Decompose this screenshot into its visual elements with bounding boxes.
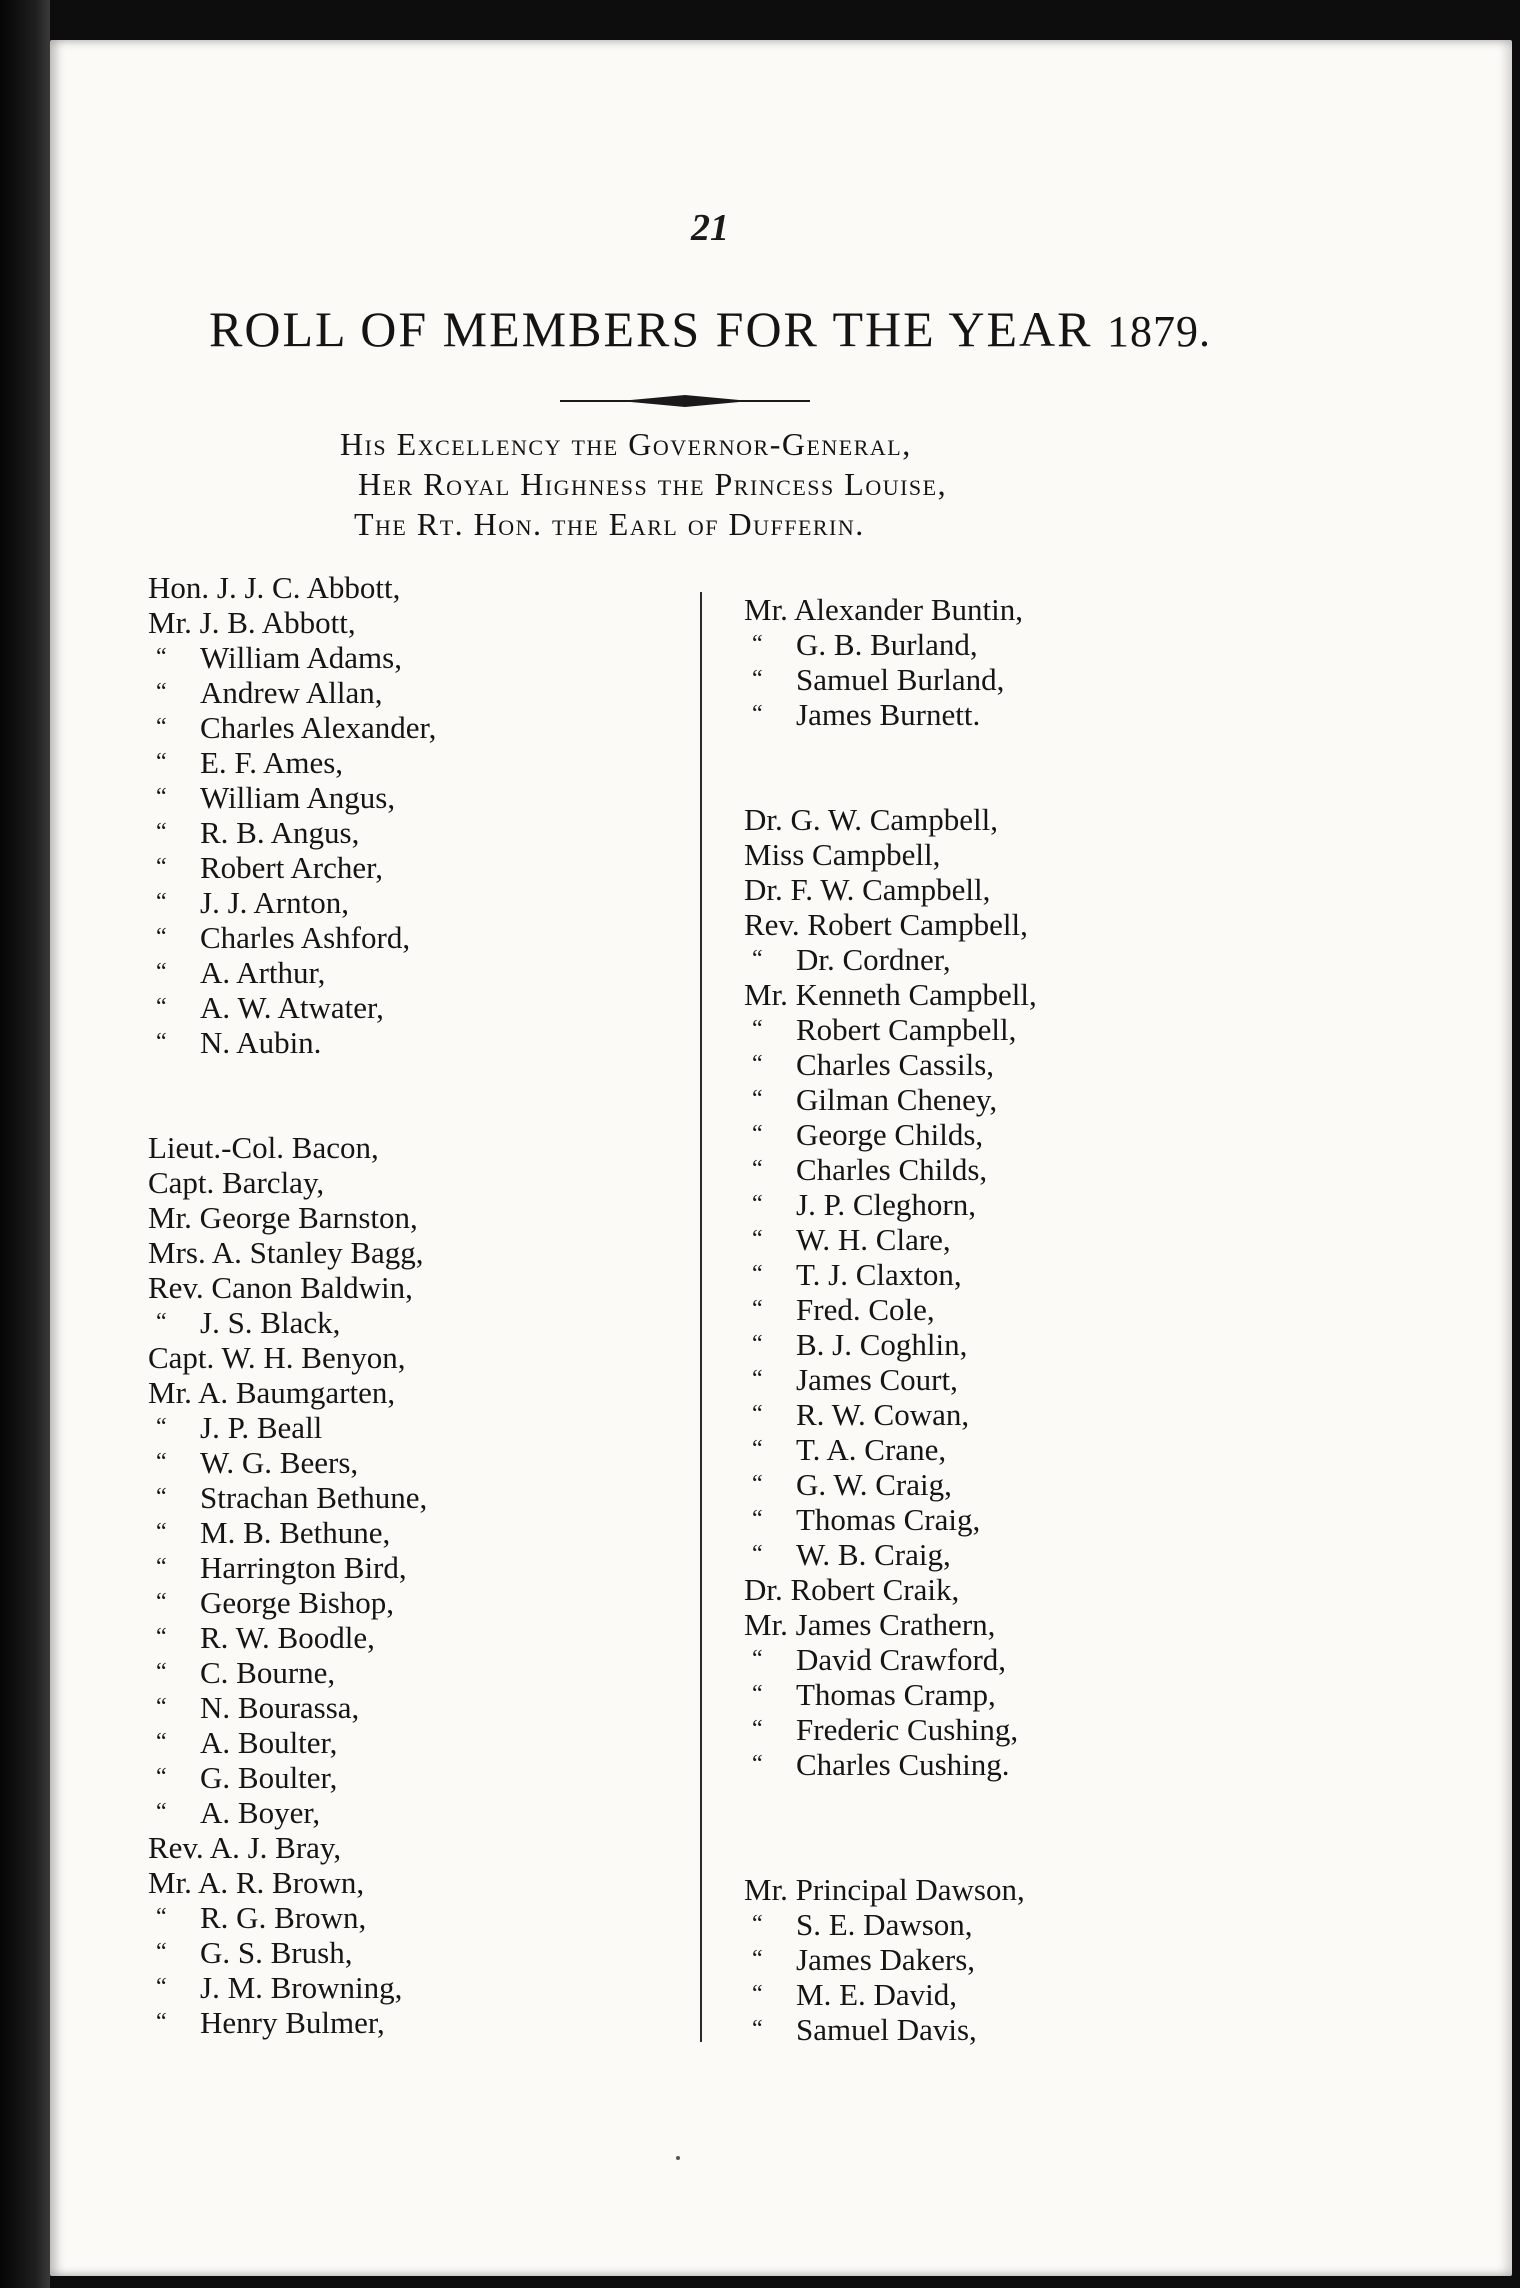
ditto-mark: “	[752, 1436, 763, 1462]
member-entry	[148, 1760, 436, 1795]
member-name: Charles Cassils,	[796, 1047, 995, 1082]
member-name: George Bishop,	[200, 1585, 395, 1620]
member-entry	[148, 990, 436, 1025]
ditto-mark: “	[156, 1659, 167, 1685]
member-entry	[744, 1292, 1037, 1327]
ditto-mark: “	[752, 1191, 763, 1217]
member-name: G. W. Craig,	[796, 1467, 952, 1502]
ditto-mark: “	[752, 1471, 763, 1497]
member-name: R. W. Cowan,	[796, 1397, 970, 1432]
member-entry	[744, 1537, 1037, 1572]
member-entry	[148, 1655, 436, 1690]
ditto-mark: “	[752, 1086, 763, 1112]
member-entry	[744, 907, 1037, 942]
ditto-mark: “	[752, 1226, 763, 1252]
member-name: Mr. A. Baumgarten,	[148, 1375, 396, 1410]
member-name: G. S. Brush,	[200, 1935, 353, 1970]
member-name: W. B. Craig,	[796, 1537, 951, 1572]
ditto-mark: “	[156, 1939, 167, 1965]
member-name: Charles Alexander,	[200, 710, 437, 745]
book-spine-edge	[0, 0, 50, 2288]
member-entry	[744, 1117, 1037, 1152]
member-name: J. S. Black,	[200, 1305, 341, 1340]
member-name: C. Bourne,	[200, 1655, 336, 1690]
member-entry	[148, 570, 436, 605]
member-entry	[744, 1012, 1037, 1047]
member-entry	[148, 1200, 436, 1235]
member-name: T. A. Crane,	[796, 1432, 947, 1467]
member-entry	[148, 850, 436, 885]
ditto-mark: “	[752, 1366, 763, 1392]
member-name: W. H. Clare,	[796, 1222, 951, 1257]
member-entry	[744, 1502, 1037, 1537]
member-name: Capt. Barclay,	[148, 1165, 325, 1200]
dignitary-line: Her Royal Highness the Princess Louise,	[358, 466, 948, 502]
member-name: G. B. Burland,	[796, 627, 978, 662]
ditto-mark: “	[156, 1484, 167, 1510]
member-name: Andrew Allan,	[200, 675, 383, 710]
member-name: N. Aubin.	[200, 1025, 322, 1060]
member-name: Strachan Bethune,	[200, 1480, 428, 1515]
member-entry	[744, 1907, 1037, 1942]
member-name: Mr. Alexander Buntin,	[744, 592, 1023, 627]
ditto-mark: “	[752, 1016, 763, 1042]
ditto-mark: “	[156, 784, 167, 810]
member-name: Charles Ashford,	[200, 920, 411, 955]
member-entry	[148, 1550, 436, 1585]
member-entry	[148, 675, 436, 710]
member-name: Mr. George Barnston,	[148, 1200, 418, 1235]
member-entry	[744, 1187, 1037, 1222]
ditto-mark: “	[156, 959, 167, 985]
ditto-mark: “	[752, 1051, 763, 1077]
member-entry	[148, 745, 436, 780]
section-gap	[744, 732, 1037, 802]
ditto-mark: “	[752, 1946, 763, 1972]
ditto-mark: “	[752, 1981, 763, 2007]
ditto-mark: “	[752, 1506, 763, 1532]
member-entry	[744, 1712, 1037, 1747]
page-title	[180, 300, 1240, 358]
member-name: David Crawford,	[796, 1642, 1007, 1677]
member-entry	[148, 1410, 436, 1445]
print-speck	[676, 2156, 680, 2160]
ditto-mark: “	[156, 1904, 167, 1930]
ditto-mark: “	[156, 854, 167, 880]
member-name: Dr. Cordner,	[796, 942, 951, 977]
ditto-mark: “	[752, 701, 763, 727]
member-name: Mr. Principal Dawson,	[744, 1872, 1025, 1907]
ditto-mark: “	[752, 1401, 763, 1427]
ditto-mark: “	[752, 2016, 763, 2042]
ditto-mark: “	[156, 749, 167, 775]
member-name: Rev. A. J. Bray,	[148, 1830, 342, 1865]
member-name: Thomas Craig,	[796, 1502, 981, 1537]
ditto-mark: “	[156, 1799, 167, 1825]
member-entry	[744, 1872, 1037, 1907]
member-entry	[744, 837, 1037, 872]
ditto-mark: “	[156, 1449, 167, 1475]
member-name: W. G. Beers,	[200, 1445, 359, 1480]
ditto-mark: “	[752, 1751, 763, 1777]
member-name: William Adams,	[200, 640, 402, 675]
ditto-mark: “	[752, 1296, 763, 1322]
dignitary-line: His Excellency the Governor-General,	[340, 426, 912, 462]
member-entry	[148, 1165, 436, 1200]
ditto-mark: “	[156, 1414, 167, 1440]
member-entry	[744, 1467, 1037, 1502]
member-entry	[744, 1152, 1037, 1187]
ditto-mark: “	[156, 2009, 167, 2035]
member-entry	[744, 872, 1037, 907]
ditto-mark: “	[156, 714, 167, 740]
column-divider	[700, 592, 702, 2042]
member-entry	[744, 627, 1037, 662]
ditto-mark: “	[752, 1121, 763, 1147]
member-entry	[148, 885, 436, 920]
member-entry	[148, 1445, 436, 1480]
member-entry	[744, 697, 1037, 732]
member-name: Charles Childs,	[796, 1152, 988, 1187]
member-name: J. P. Beall	[200, 1410, 323, 1445]
member-name: Mr. J. B. Abbott,	[148, 605, 356, 640]
member-entry	[744, 942, 1037, 977]
member-entry	[148, 1830, 436, 1865]
member-entry	[744, 1222, 1037, 1257]
member-name: N. Bourassa,	[200, 1690, 360, 1725]
ditto-mark: “	[156, 819, 167, 845]
member-entry	[744, 1327, 1037, 1362]
member-entry	[148, 780, 436, 815]
member-name: Samuel Burland,	[796, 662, 1005, 697]
ditto-mark: “	[156, 1554, 167, 1580]
member-entry	[148, 1270, 436, 1305]
section-gap	[148, 1060, 436, 1130]
member-name: Mr. A. R. Brown,	[148, 1865, 365, 1900]
member-name: James Dakers,	[796, 1942, 976, 1977]
member-name: Thomas Cramp,	[796, 1677, 996, 1712]
member-entry	[744, 1607, 1037, 1642]
member-entry	[148, 1480, 436, 1515]
member-name: Samuel Davis,	[796, 2012, 977, 2047]
member-entry	[148, 1620, 436, 1655]
ditto-mark: “	[156, 1519, 167, 1545]
member-name: J. M. Browning,	[200, 1970, 403, 2005]
ditto-mark: “	[156, 1694, 167, 1720]
member-name: James Burnett.	[796, 697, 981, 732]
member-name: M. B. Bethune,	[200, 1515, 391, 1550]
right-member-column	[744, 592, 1037, 2047]
ditto-mark: “	[752, 946, 763, 972]
member-entry	[148, 640, 436, 675]
member-entry	[744, 1397, 1037, 1432]
member-entry	[148, 1935, 436, 1970]
ditto-mark: “	[156, 924, 167, 950]
ditto-mark: “	[752, 1681, 763, 1707]
ditto-mark: “	[156, 1029, 167, 1055]
ditto-mark: “	[156, 1729, 167, 1755]
member-name: J. J. Arnton,	[200, 885, 349, 920]
ditto-mark: “	[156, 1764, 167, 1790]
ditto-mark: “	[752, 1331, 763, 1357]
member-entry	[148, 920, 436, 955]
member-name: B. J. Coghlin,	[796, 1327, 968, 1362]
ditto-mark: “	[752, 666, 763, 692]
member-name: William Angus,	[200, 780, 396, 815]
member-entry	[148, 955, 436, 990]
member-entry	[148, 1795, 436, 1830]
member-name: Robert Campbell,	[796, 1012, 1017, 1047]
member-name: James Court,	[796, 1362, 958, 1397]
member-name: A. Boulter,	[200, 1725, 338, 1760]
member-entry	[744, 662, 1037, 697]
member-name: A. Arthur,	[200, 955, 326, 990]
left-member-column	[148, 570, 436, 2040]
section-gap	[744, 1782, 1037, 1872]
member-name: R. B. Angus,	[200, 815, 360, 850]
member-name: George Childs,	[796, 1117, 984, 1152]
member-name: Rev. Robert Campbell,	[744, 907, 1028, 942]
member-name: Mrs. A. Stanley Bagg,	[148, 1235, 424, 1270]
ornamental-rule	[560, 392, 810, 410]
ditto-mark: “	[752, 1156, 763, 1182]
member-entry	[744, 1942, 1037, 1977]
member-entry	[148, 815, 436, 850]
member-name: Rev. Canon Baldwin,	[148, 1270, 413, 1305]
member-entry	[744, 1432, 1037, 1467]
member-name: Henry Bulmer,	[200, 2005, 385, 2040]
member-name: Frederic Cushing,	[796, 1712, 1019, 1747]
member-entry	[744, 1747, 1037, 1782]
member-entry	[148, 1900, 436, 1935]
member-entry	[148, 1130, 436, 1165]
member-name: Gilman Cheney,	[796, 1082, 998, 1117]
member-name: Capt. W. H. Benyon,	[148, 1340, 406, 1375]
member-name: S. E. Dawson,	[796, 1907, 973, 1942]
member-entry	[744, 1082, 1037, 1117]
member-entry	[148, 1865, 436, 1900]
member-entry	[744, 1257, 1037, 1292]
member-name: Dr. F. W. Campbell,	[744, 872, 991, 907]
title-text: ROLL OF MEMBERS FOR THE YEAR	[209, 301, 1093, 357]
member-entry	[148, 710, 436, 745]
member-name: E. F. Ames,	[200, 745, 344, 780]
member-entry	[744, 2012, 1037, 2047]
member-name: Robert Archer,	[200, 850, 383, 885]
member-entry	[744, 1362, 1037, 1397]
ditto-mark: “	[156, 994, 167, 1020]
member-entry	[744, 1572, 1037, 1607]
ditto-mark: “	[156, 1309, 167, 1335]
ditto-mark: “	[156, 644, 167, 670]
member-entry	[744, 1047, 1037, 1082]
member-entry	[148, 1340, 436, 1375]
ditto-mark: “	[752, 1541, 763, 1567]
member-name: Harrington Bird,	[200, 1550, 407, 1585]
member-name: Dr. Robert Craik,	[744, 1572, 960, 1607]
member-entry	[148, 1515, 436, 1550]
ditto-mark: “	[156, 889, 167, 915]
member-entry	[744, 1977, 1037, 2012]
member-name: Charles Cushing.	[796, 1747, 1010, 1782]
ditto-mark: “	[156, 1974, 167, 2000]
member-entry	[148, 2005, 436, 2040]
member-entry	[744, 1677, 1037, 1712]
member-entry	[148, 1025, 436, 1060]
ditto-mark: “	[752, 1911, 763, 1937]
member-entry	[148, 1725, 436, 1760]
title-year: 1879.	[1106, 307, 1211, 356]
member-entry	[148, 1585, 436, 1620]
ditto-mark: “	[156, 1589, 167, 1615]
ditto-mark: “	[752, 1646, 763, 1672]
ditto-mark: “	[752, 1261, 763, 1287]
member-name: A. Boyer,	[200, 1795, 321, 1830]
dignitary-line: The Rt. Hon. the Earl of Dufferin.	[354, 506, 865, 542]
member-name: J. P. Cleghorn,	[796, 1187, 976, 1222]
member-entry	[148, 1690, 436, 1725]
member-entry	[744, 1642, 1037, 1677]
ditto-mark: “	[752, 1716, 763, 1742]
member-name: T. J. Claxton,	[796, 1257, 962, 1292]
member-entry	[148, 1375, 436, 1410]
member-entry	[148, 605, 436, 640]
member-name: R. W. Boodle,	[200, 1620, 375, 1655]
member-name: Miss Campbell,	[744, 837, 941, 872]
dignitaries-list	[340, 426, 1100, 546]
member-name: G. Boulter,	[200, 1760, 338, 1795]
member-name: Lieut.-Col. Bacon,	[148, 1130, 379, 1165]
member-name: R. G. Brown,	[200, 1900, 367, 1935]
member-name: M. E. David,	[796, 1977, 958, 2012]
member-name: Hon. J. J. C. Abbott,	[148, 570, 401, 605]
member-name: Dr. G. W. Campbell,	[744, 802, 999, 837]
member-entry	[148, 1235, 436, 1270]
member-entry	[148, 1305, 436, 1340]
ditto-mark: “	[156, 679, 167, 705]
member-name: A. W. Atwater,	[200, 990, 384, 1025]
member-entry	[744, 977, 1037, 1012]
page-number: 21	[691, 207, 729, 249]
member-entry	[744, 802, 1037, 837]
ditto-mark: “	[752, 631, 763, 657]
ditto-mark: “	[156, 1624, 167, 1650]
member-name: Mr. James Crathern,	[744, 1607, 996, 1642]
member-entry	[148, 1970, 436, 2005]
member-name: Fred. Cole,	[796, 1292, 935, 1327]
member-entry	[744, 592, 1037, 627]
member-name: Mr. Kenneth Campbell,	[744, 977, 1037, 1012]
